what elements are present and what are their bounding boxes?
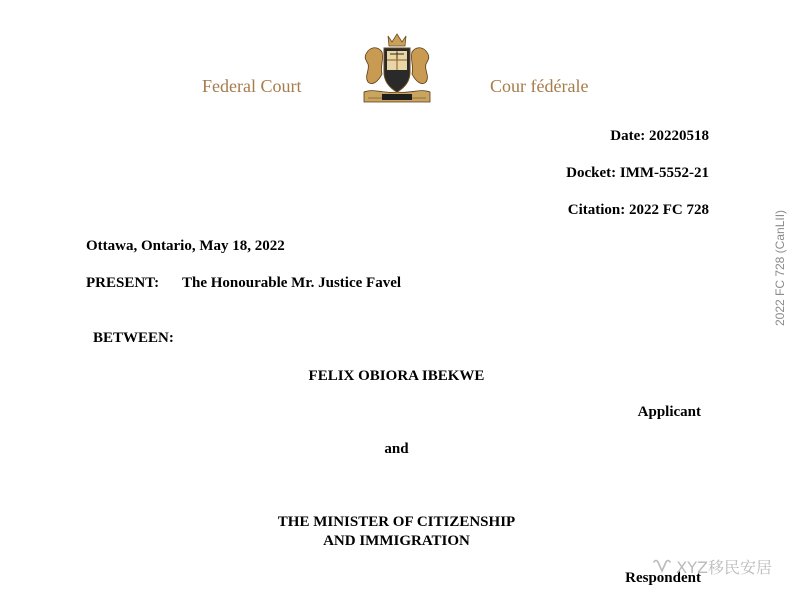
decision-date: Date: 20220518 bbox=[610, 128, 709, 144]
citation: Citation: 2022 FC 728 bbox=[567, 202, 709, 218]
presiding-judge: The Honourable Mr. Justice Favel bbox=[182, 275, 402, 291]
between-heading: BETWEEN: bbox=[93, 330, 174, 346]
respondent-name-line-1: THE MINISTER OF CITIZENSHIP bbox=[277, 514, 516, 530]
watermark-text: XYZ移民安居 bbox=[676, 558, 772, 577]
watermark bbox=[652, 555, 772, 578]
court-name-french: Cour fédérale bbox=[490, 76, 589, 96]
wechat-channel-icon bbox=[652, 558, 672, 576]
respondent-name-line-2: AND IMMIGRATION bbox=[323, 533, 470, 549]
coat-of-arms-crest-icon bbox=[360, 32, 434, 108]
canlii-side-citation: 2022 FC 728 (CanLII) bbox=[773, 209, 787, 327]
and-connector: and bbox=[384, 441, 409, 457]
applicant-role: Applicant bbox=[637, 404, 701, 420]
docket-number: Docket: IMM-5552-21 bbox=[566, 165, 709, 181]
court-name-english: Federal Court bbox=[202, 76, 302, 96]
present-label: PRESENT: bbox=[86, 275, 160, 291]
present-line bbox=[86, 275, 401, 292]
place-and-date: Ottawa, Ontario, May 18, 2022 bbox=[86, 238, 285, 254]
respondent-role: Respondent bbox=[625, 570, 701, 586]
applicant-name: FELIX OBIORA IBEKWE bbox=[308, 368, 485, 384]
